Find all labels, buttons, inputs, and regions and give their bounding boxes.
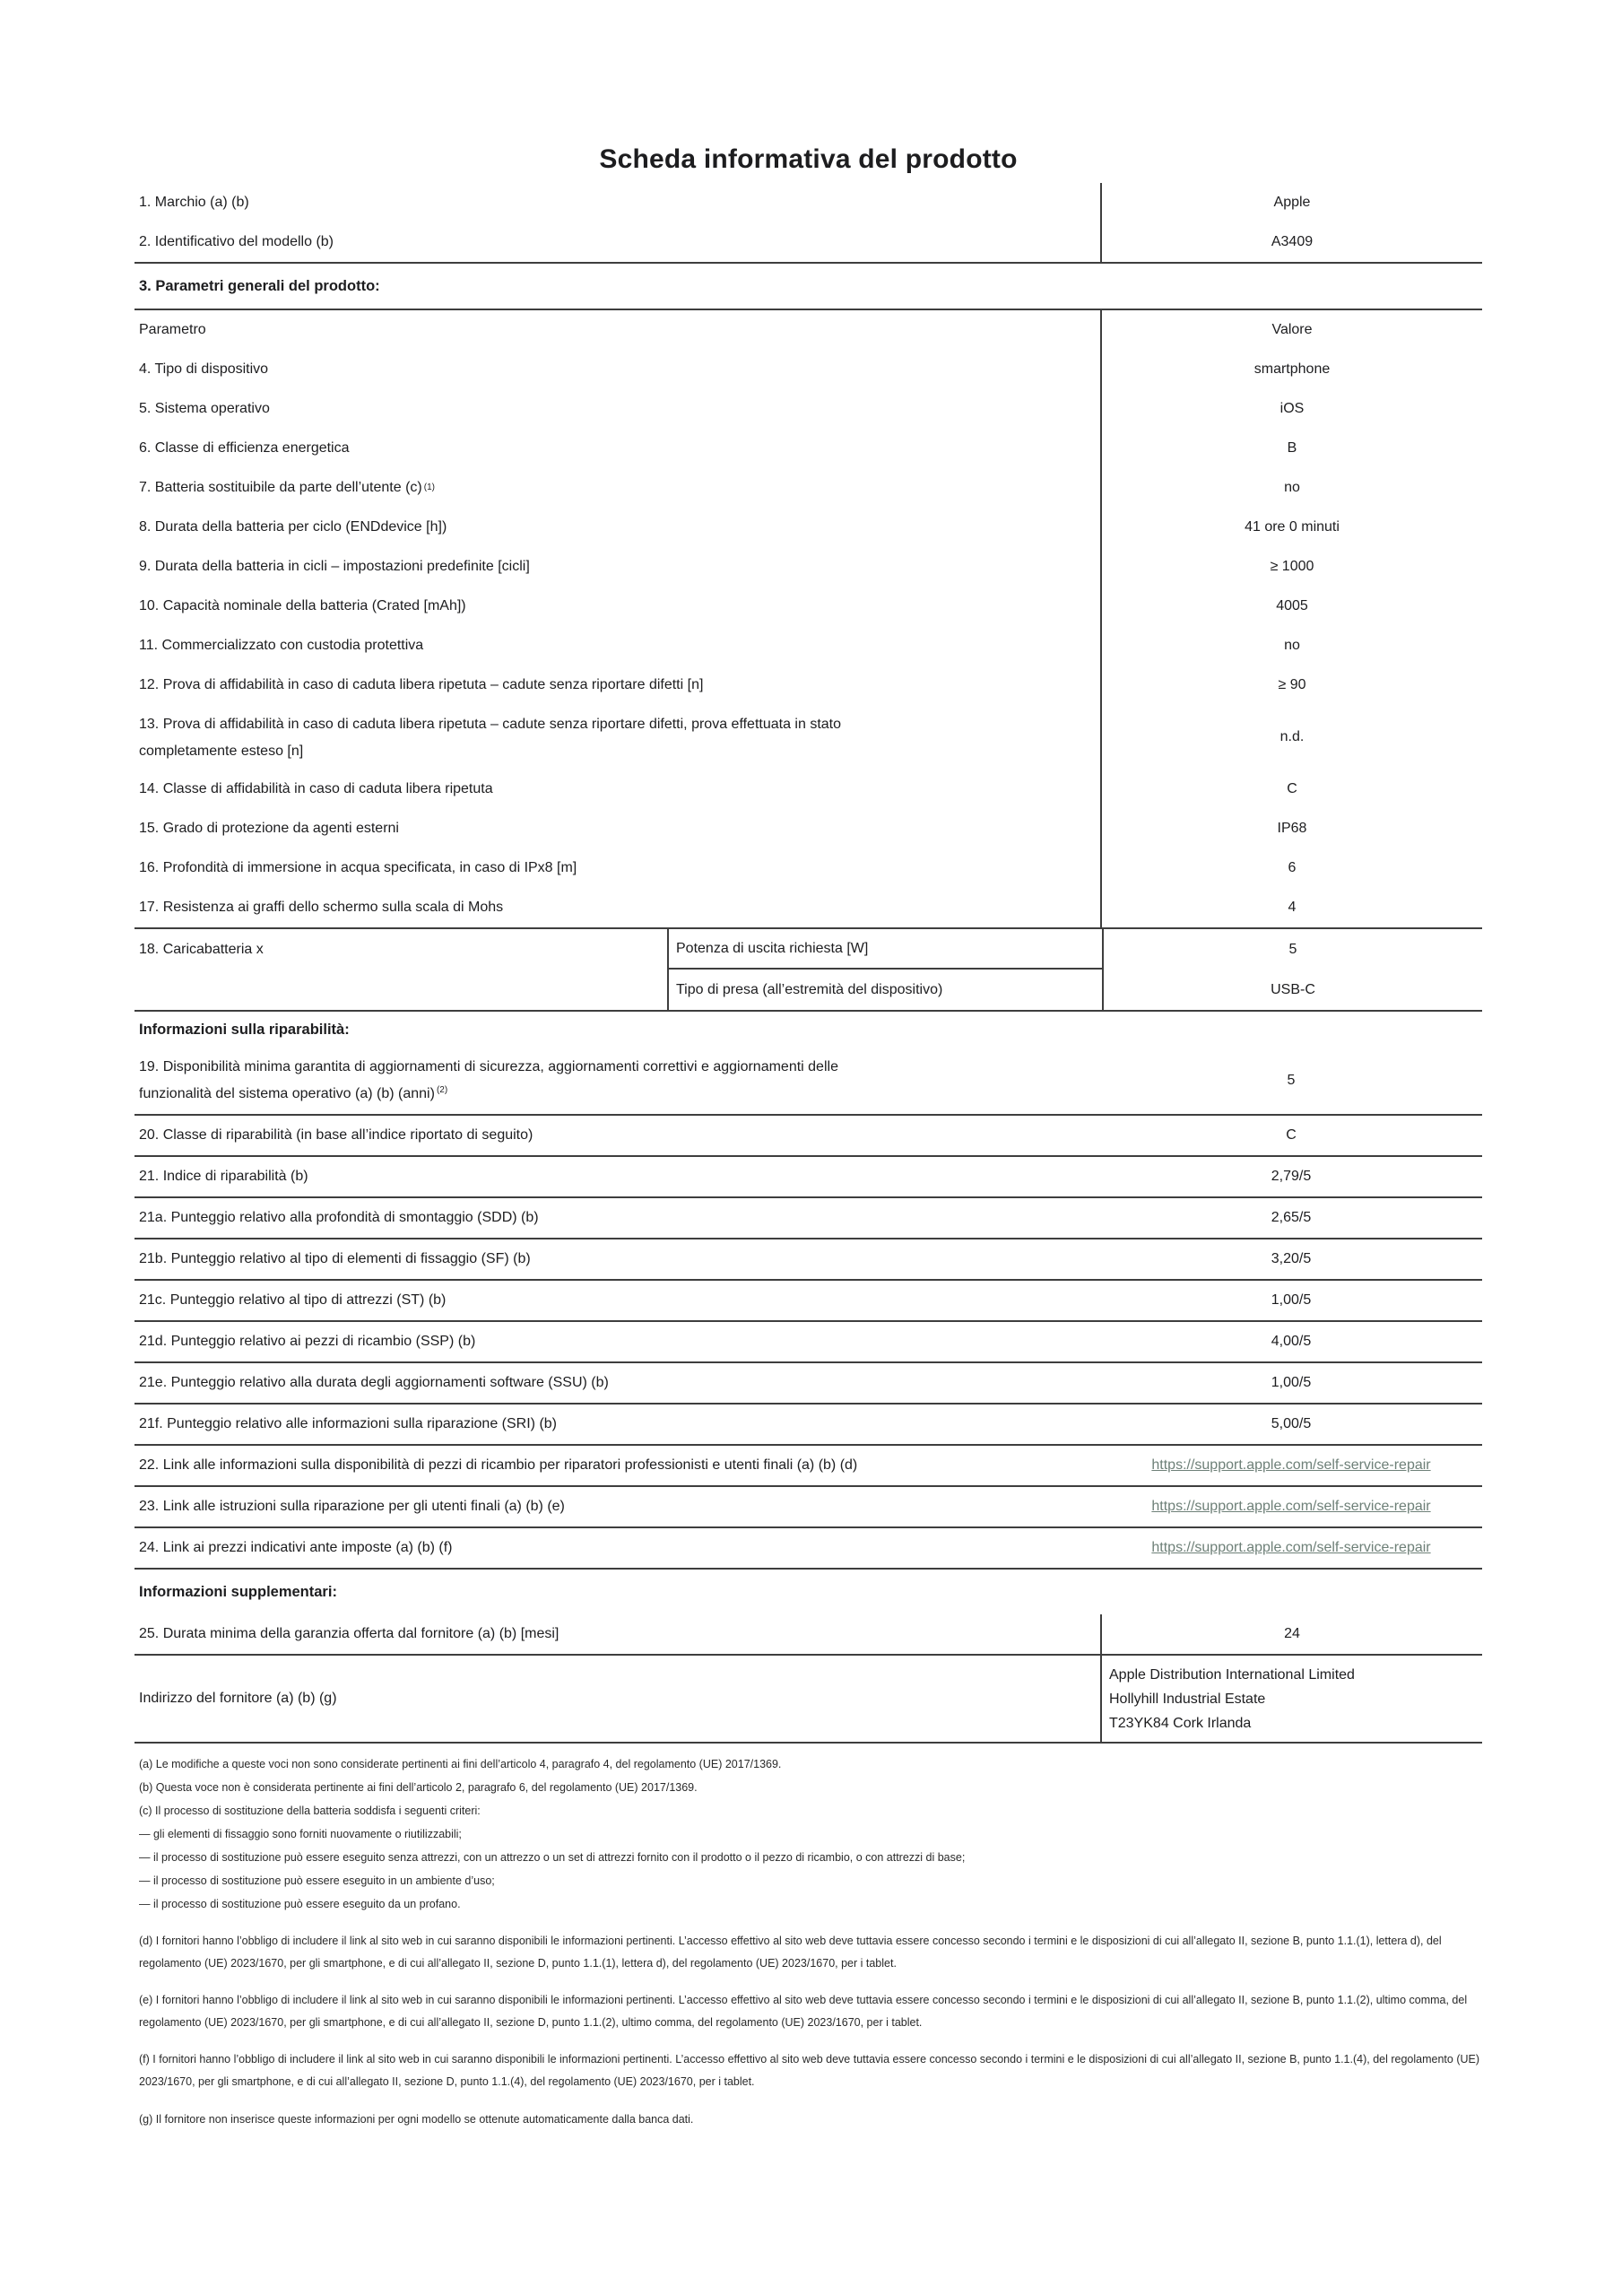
row-label: 17. Resistenza ai graffi dello schermo sulla scala di Mohs [139, 900, 504, 915]
table-row [134, 1614, 1482, 1654]
table-row [134, 1198, 1482, 1238]
table-row [134, 770, 1482, 809]
row-label: 19. Disponibilità minima garantita di aggiornamenti di sicurezza, aggiornamenti correttivi e aggiornamenti delle funzionalità del sistema operativo (a) (b) (anni) $^{(2)}$ [139, 1059, 838, 1101]
row-value: 4005 [1100, 587, 1482, 626]
row-value: 1,00/5 [1271, 1375, 1312, 1390]
row-value: 2,65/5 [1271, 1210, 1312, 1225]
footnote-e: (e) I fornitori hanno l’obbligo di includere il link al sito web in cui saranno disponibili le informazioni pertinenti. L’accesso effettivo al sito web deve tuttavia essere concesso secondo i termini e le disposizioni di cui all’allegato II, sezione B, punto 1.1.(2), ultimo comma, del regolamento (UE) 2023/1670, per gli smartphone, e di cui all’allegato II, sezione D, punto 1.1.(2), ultimo comma, del regolamento (UE) 2023/1670, per i tablet. [139, 1994, 1468, 2029]
row-label: 2. Identificativo del modello (b) [139, 234, 334, 249]
footnote-c-item: — il processo di sostituzione può essere eseguito senza attrezzi, con un attrezzo o un set di attrezzi fornito con il prodotto o il pezzo di ricambio, o con attrezzi di base; [139, 1851, 966, 1864]
self-service-repair-link[interactable]: https://support.apple.com/self-service-repair [1151, 1457, 1431, 1473]
table-row [134, 1528, 1482, 1568]
row-label: 21a. Punteggio relativo alla profondità di smontaggio (SDD) (b) [139, 1210, 539, 1225]
row-label: 18. Caricabatteria x [139, 941, 264, 957]
row-label: 21. Indice di riparabilità (b) [139, 1169, 308, 1184]
footnote-f: (f) I fornitori hanno l’obbligo di includere il link al sito web in cui saranno disponibili le informazioni pertinenti. L’accesso effettivo al sito web deve tuttavia essere concesso secondo i termini e le disposizioni di cui all’allegato II, sezione B, punto 1.1.(4), del regolamento (UE) 2023/1670, per gli smartphone, e di cui all’allegato II, sezione D, punto 1.1.(4), del regolamento (UE) 2023/1670, per i tablet. [139, 2053, 1480, 2088]
table-row [134, 587, 1482, 626]
table-row [134, 1116, 1482, 1155]
supplementary-table [134, 1614, 1482, 1742]
row-value: n.d. [1100, 705, 1482, 770]
row-label: 21b. Punteggio relativo al tipo di elementi di fissaggio (SF) (b) [139, 1251, 531, 1266]
table-row [134, 888, 1482, 927]
table-row [134, 1157, 1482, 1196]
row-value: no [1100, 468, 1482, 508]
table-header-row [134, 310, 1482, 350]
row-value: C [1286, 1127, 1297, 1143]
column-header-parametro: Parametro [139, 322, 206, 337]
table-row [134, 1363, 1482, 1403]
table-row [134, 350, 1482, 389]
row-value: no [1100, 626, 1482, 665]
row-value: 4,00/5 [1271, 1334, 1312, 1349]
table-row [134, 508, 1482, 547]
general-parameters-table [134, 310, 1482, 927]
row-label: 12. Prova di affidabilità in caso di caduta libera ripetuta – cadute senza riportare difetti [n] [139, 677, 704, 692]
table-row [134, 848, 1482, 888]
row-label: 4. Tipo di dispositivo [139, 361, 269, 377]
section-header-repairability: Informazioni sulla riparabilità: [139, 1021, 350, 1038]
row-value: ≥ 90 [1100, 665, 1482, 705]
row-value: 4 [1100, 888, 1482, 927]
row-label: 13. Prova di affidabilità in caso di caduta libera ripetuta – cadute senza riportare difetti, prova effettuata in stato completamente esteso [n] [139, 717, 841, 759]
table-row [134, 1322, 1482, 1361]
row-value [1100, 1528, 1482, 1568]
row-value: A3409 [1100, 222, 1482, 262]
row-label: 1. Marchio (a) (b) [139, 195, 249, 210]
table-row [134, 665, 1482, 705]
row-value: 24 [1100, 1614, 1482, 1654]
footnote-a: (a) Le modifiche a queste voci non sono considerate pertinenti ai fini dell’articolo 4, paragrafo 4, del regolamento (UE) 2017/1369. [139, 1758, 782, 1770]
charger-sub-label: Tipo di presa (all’estremità del dispositivo) [667, 970, 1102, 1010]
footnotes [134, 1752, 1482, 2131]
row-value: ≥ 1000 [1100, 547, 1482, 587]
row-value: C [1100, 770, 1482, 809]
row-label: Indirizzo del fornitore (a) (b) (g) [139, 1691, 337, 1706]
table-row [134, 1656, 1482, 1742]
footnote-ref: (2) [436, 1084, 448, 1095]
row-label: 21e. Punteggio relativo alla durata degli aggiornamenti software (SSU) (b) [139, 1375, 609, 1390]
charger-sub-value: USB‑C [1102, 970, 1482, 1010]
table-row [134, 809, 1482, 848]
table-row [134, 183, 1482, 222]
page-title: Scheda informativa del prodotto [599, 144, 1018, 174]
table-row [134, 429, 1482, 468]
row-value: Apple [1100, 183, 1482, 222]
row-label: 21d. Punteggio relativo ai pezzi di ricambio (SSP) (b) [139, 1334, 476, 1349]
footnote-d: (d) I fornitori hanno l’obbligo di includere il link al sito web in cui saranno disponibili le informazioni pertinenti. L’accesso effettivo al sito web deve tuttavia essere concesso secondo i termini e le disposizioni di cui all’allegato II, sezione B, punto 1.1.(1), lettera d), del regolamento (UE) 2023/1670, per gli smartphone, e di cui all’allegato II, sezione D, punto 1.1.(1), lettera d), del regolamento (UE) 2023/1670, per i tablet. [139, 1935, 1442, 1970]
row-value: smartphone [1100, 350, 1482, 389]
footnote-g: (g) Il fornitore non inserisce queste informazioni per ogni modello se ottenute automaticamente dalla banca dati. [139, 2113, 694, 2126]
row-label: 22. Link alle informazioni sulla disponibilità di pezzi di ricambio per riparatori professionisti e utenti finali (a) (b) (d) [139, 1457, 858, 1473]
footnote-c: (c) Il processo di sostituzione della batteria soddisfa i seguenti criteri: [139, 1805, 481, 1817]
row-value: 2,79/5 [1271, 1169, 1312, 1184]
row-label: 21f. Punteggio relativo alle informazioni sulla riparazione (SRI) (b) [139, 1416, 557, 1431]
row-label: 7. Batteria sostituibile da parte dell’utente (c) (1) [139, 480, 435, 495]
section-header-supplementary: Informazioni supplementari: [139, 1583, 337, 1600]
charger-sub-value: 5 [1102, 929, 1482, 970]
row-value: 1,00/5 [1271, 1292, 1312, 1308]
table-row [134, 1281, 1482, 1320]
row-label: 20. Classe di riparabilità (in base all’indice riportato di seguito) [139, 1127, 533, 1143]
table-row [134, 1487, 1482, 1526]
row-value: 6 [1100, 848, 1482, 888]
row-label: 24. Link ai prezzi indicativi ante imposte (a) (b) (f) [139, 1540, 453, 1555]
row-label: 14. Classe di affidabilità in caso di caduta libera ripetuta [139, 781, 493, 796]
row-label: 25. Durata minima della garanzia offerta dal fornitore (a) (b) [mesi] [139, 1626, 559, 1641]
footnote-c-item: — il processo di sostituzione può essere eseguito da un profano. [139, 1898, 461, 1910]
self-service-repair-link[interactable]: https://support.apple.com/self-service-repair [1151, 1499, 1431, 1514]
row-value: 41 ore 0 minuti [1100, 508, 1482, 547]
table-row [134, 1239, 1482, 1279]
identity-table [134, 183, 1482, 262]
row-value: 5,00/5 [1271, 1416, 1312, 1431]
row-label: 16. Profondità di immersione in acqua specificata, in caso di IPx8 [m] [139, 860, 577, 875]
charger-table [134, 929, 1482, 1010]
table-row [134, 626, 1482, 665]
table-row [134, 468, 1482, 508]
charger-sub-label: Potenza di uscita richiesta [W] [667, 929, 1102, 970]
self-service-repair-link[interactable]: https://support.apple.com/self-service-repair [1151, 1540, 1431, 1555]
footnote-c-item: — il processo di sostituzione può essere eseguito in un ambiente d’uso; [139, 1874, 495, 1887]
row-value: 5 [1287, 1073, 1296, 1088]
row-label: 23. Link alle istruzioni sulla riparazione per gli utenti finali (a) (b) (e) [139, 1499, 565, 1514]
row-label: 9. Durata della batteria in cicli – impostazioni predefinite [cicli] [139, 559, 530, 574]
row-value: B [1100, 429, 1482, 468]
divider [134, 1742, 1482, 1744]
table-row [134, 547, 1482, 587]
row-value [1100, 1487, 1482, 1526]
row-label: 5. Sistema operativo [139, 401, 270, 416]
row-label: 21c. Punteggio relativo al tipo di attrezzi (ST) (b) [139, 1292, 447, 1308]
section-header-general: 3. Parametri generali del prodotto: [139, 277, 380, 294]
row-label: 8. Durata della batteria per ciclo (ENDdevice [h]) [139, 519, 447, 535]
row-label: 10. Capacità nominale della batteria (Crated [mAh]) [139, 598, 466, 613]
supplier-address: Apple Distribution International Limited Hollyhill Industrial Estate T23YK84 Cork Irlanda [1100, 1656, 1482, 1742]
row-label: 6. Classe di efficienza energetica [139, 440, 350, 456]
table-row [134, 705, 1482, 770]
table-row [134, 1446, 1482, 1485]
table-row [134, 222, 1482, 262]
row-label: 11. Commercializzato con custodia protettiva [139, 638, 424, 653]
column-header-valore: Valore [1100, 310, 1482, 350]
table-row [134, 1405, 1482, 1444]
row-value: iOS [1100, 389, 1482, 429]
row-value: IP68 [1100, 809, 1482, 848]
footnote-b: (b) Questa voce non è considerata pertinente ai fini dell’articolo 2, paragrafo 6, del regolamento (UE) 2017/1369. [139, 1781, 698, 1794]
row-value [1100, 1446, 1482, 1485]
table-row [134, 389, 1482, 429]
table-row [134, 1048, 1482, 1114]
footnote-c-item: — gli elementi di fissaggio sono forniti nuovamente o riutilizzabili; [139, 1828, 462, 1840]
row-label: 15. Grado di protezione da agenti esterni [139, 821, 399, 836]
row-value: 3,20/5 [1271, 1251, 1312, 1266]
